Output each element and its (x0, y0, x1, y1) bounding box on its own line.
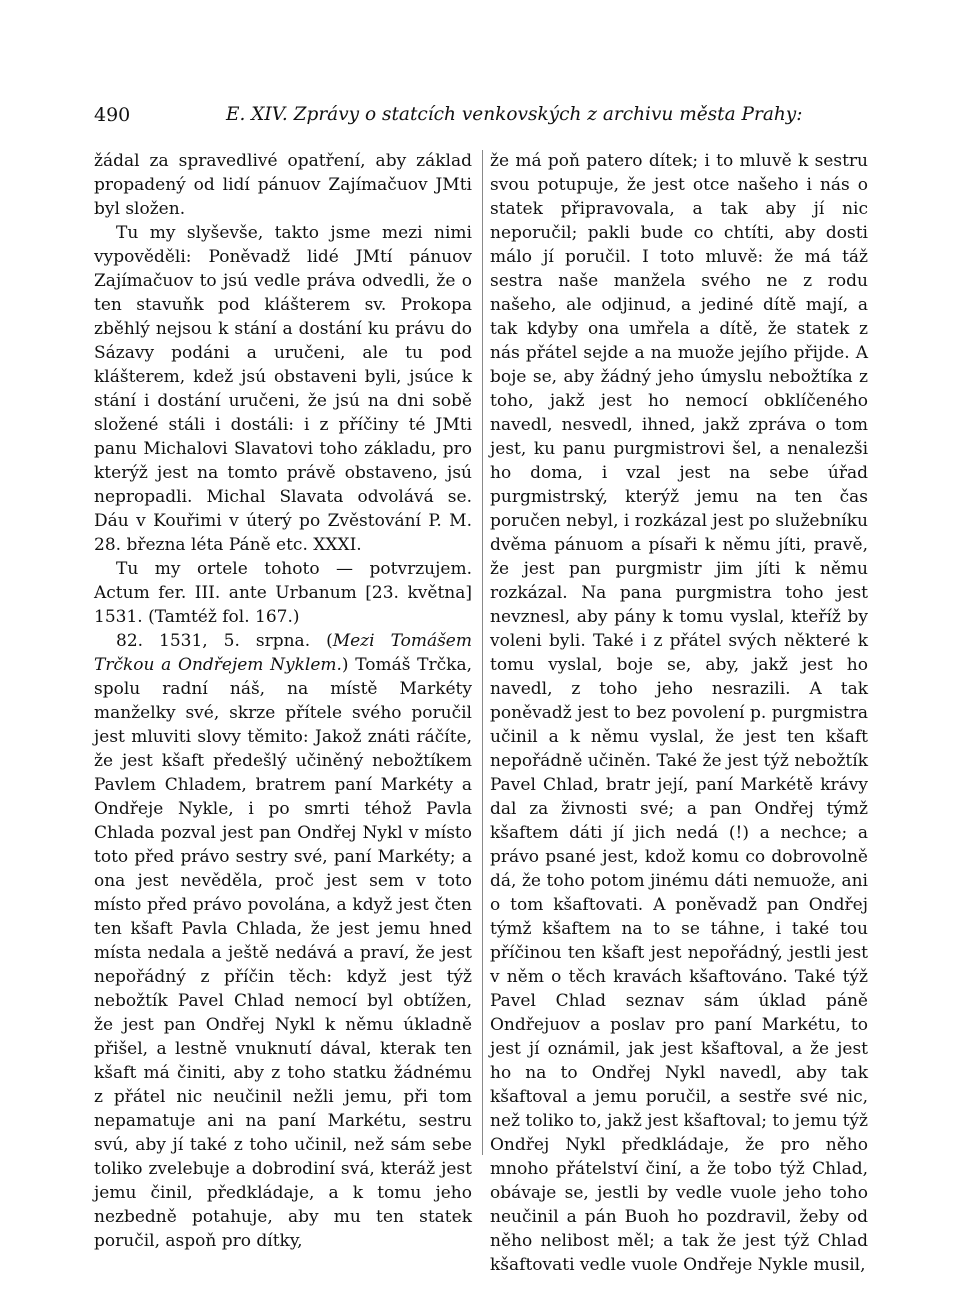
column-divider (482, 150, 483, 1155)
paragraph: žádal za spravedlivé opatření, aby základ propadený od lidí pánuov Zajímačuov JMti byl složen. (94, 151, 472, 219)
paragraph: Tu my ortele tohoto — potvrzujem. Actum fer. III. ante Urbanum [23. května] 1531. (Tamtéž fol. 167.) (94, 559, 472, 627)
left-column (94, 149, 472, 1253)
page-header (94, 104, 866, 130)
entry-heading: 82. 1531, 5. srpna. ( (116, 631, 333, 651)
right-column (490, 149, 868, 1277)
running-head: E. XIV. Zprávy o statcích venkovských z archivu města Prahy: (226, 104, 803, 125)
paragraph (94, 629, 472, 1253)
entry-text: ) Tomáš Trčka, spolu radní náš, na místě Markéty manželky své, skrze přítele svého poručil jest mluviti slovy těmito: Jakož znáti ráčíte, že jest kšaft předešlý učiněný nebožtíkem Pavlem Chladem, bratrem paní Markéty a Ondřeje Nykle, i po smrti téhož Pavla Chlada pozval jest pan Ondřej Nykl v místo toto před právo sestry své, paní Markéty; a ona jest nevěděla, proč jest sem v toto místo před právo povolána, a když jest čten ten kšaft Pavla Chlada, že jest jemu hned místa nedala a ještě nedává a praví, že jest nepořádný z příčin těch: když jest týž nebožtík Pavel Chlad nemocí byl obtížen, že jest pan Ondřej Nykl k němu úkladně přišel, a lestně vnuknutí dával, kterak ten kšaft má činiti, aby z toho statku žádnému z přátel nic neučinil nežli jemu, při tom nepamatuje ani na paní Markétu, sestru svú, aby jí také z toho učinil, než sám sebe toliko zvelebuje a dobrodiní svá, kteráž jest jemu činil, předkládaje, a k tomu jeho nezbedně potahuje, aby mu ten statek poručil, aspoň pro dítky, (94, 655, 473, 1251)
paragraph: že má poň patero dítek; i to mluvě k sestru svou potupuje, že jest otce našeho i nás o statek připravovala, a tak aby jí nic neporučil; pakli bude co chtíti, aby dosti málo jí poručil. I toto mluvě: že má táž sestra naše manžela svého ne z rodu našeho, ale odjinud, a jediné dítě mají, a tak kdyby ona umřela a dítě, že statek z nás přátel sejde a na muože jejího přijde. A boje se, aby žádný jeho úmyslu nebožtíka z toho, jakž jest ho nemocí obklíčeného navedl, nesvedl, ihned, jakž zpráva o tom jest, ku panu purgmistrovi šel, a nenalezši ho doma, i vzal jest na sebe úřad purgmistrský, kterýž jemu na ten čas poručen nebyl, i rozkázal jest po služebníku dvěma pánuom a písaři k němu jíti, pravě, že jest pan purgmistr jim jíti k němu rozkázal. Na pana purgmistra toho jest nevznesl, aby pány k tomu vyslal, kteříž by voleni byli. Také i z přátel svých některé k tomu vyslal, boje se, aby, jakž jest ho navedl, z toho jeho nesrazili. A tak poněvadž jest to bez povolení p. purgmistra učinil a k němu vyslal, že jest ten kšaft nepořádně učiněn. Také že jest týž nebožtík Pavel Chlad, bratr její, paní Markétě krávy dal za živnosti své; a pan Ondřej týmž kšaftem dáti jí jich nedá (!) a nechce; a právo psané jest, kdož komu co dobrovolně dá, že toho potom jinému dáti nemuože, ani o tom kšaftovati. A poněvadž pan Ondřej týmž kšaftem na to se táhne, i také tou příčinou ten kšaft jest nepořádný, jestli jest v něm o těch kravách kšaftováno. Také týž Pavel Chlad seznav sám úklad páně Ondřejuov a poslav pro paní Markétu, to jest jí oznámil, jak jest kšaftoval, a že jest ho na to Ondřej Nykl navedl, aby tak kšaftoval a jemu poručil, a sestře své nic, než toliko to, jakž jest kšaftoval; to jemu týž Ondřej Nykl předkládaje, že pro něho mnoho přátelství činí, a že tobo týž Chlad, obávaje se, jestli by vedle vuole jeho toho neučinil a pán Buoh ho pozdravil, žeby od něho nelibost měl; a tak že jest týž Chlad kšaftovati vedle vuole Ondřeje Nykle musil, (490, 151, 868, 1275)
page-number: 490 (94, 104, 131, 126)
paragraph: Tu my slyševše, takto jsme mezi nimi vypověděli: Poněvadž lidé JMtí pánuov Zajímačuov to jsú vedle práva odvedli, že o ten stavuňk pod klášterem sv. Prokopa zběhlý nejsou k stání a dostání ku právu do Sázavy podáni a uručeni, ale tu pod klášterem, kdež jsú obstaveni byli, jsúce k stání i dostání uručeni, že jsú na dni sobě složené stáli i dostáli: i z příčiny té JMti panu Michalovi Slavatovi toho základu, pro kterýž jest na tomto právě obstaveno, jsú nepropadli. Michal Slavata odvolává se. Dáu v Kouřimi v úterý po Zvěstování P. M. 28. března léta Páně etc. XXXI. (94, 223, 472, 555)
entry-title: Mezi Tomášem Trčkou a Ondřejem Nyklem. (94, 631, 472, 675)
